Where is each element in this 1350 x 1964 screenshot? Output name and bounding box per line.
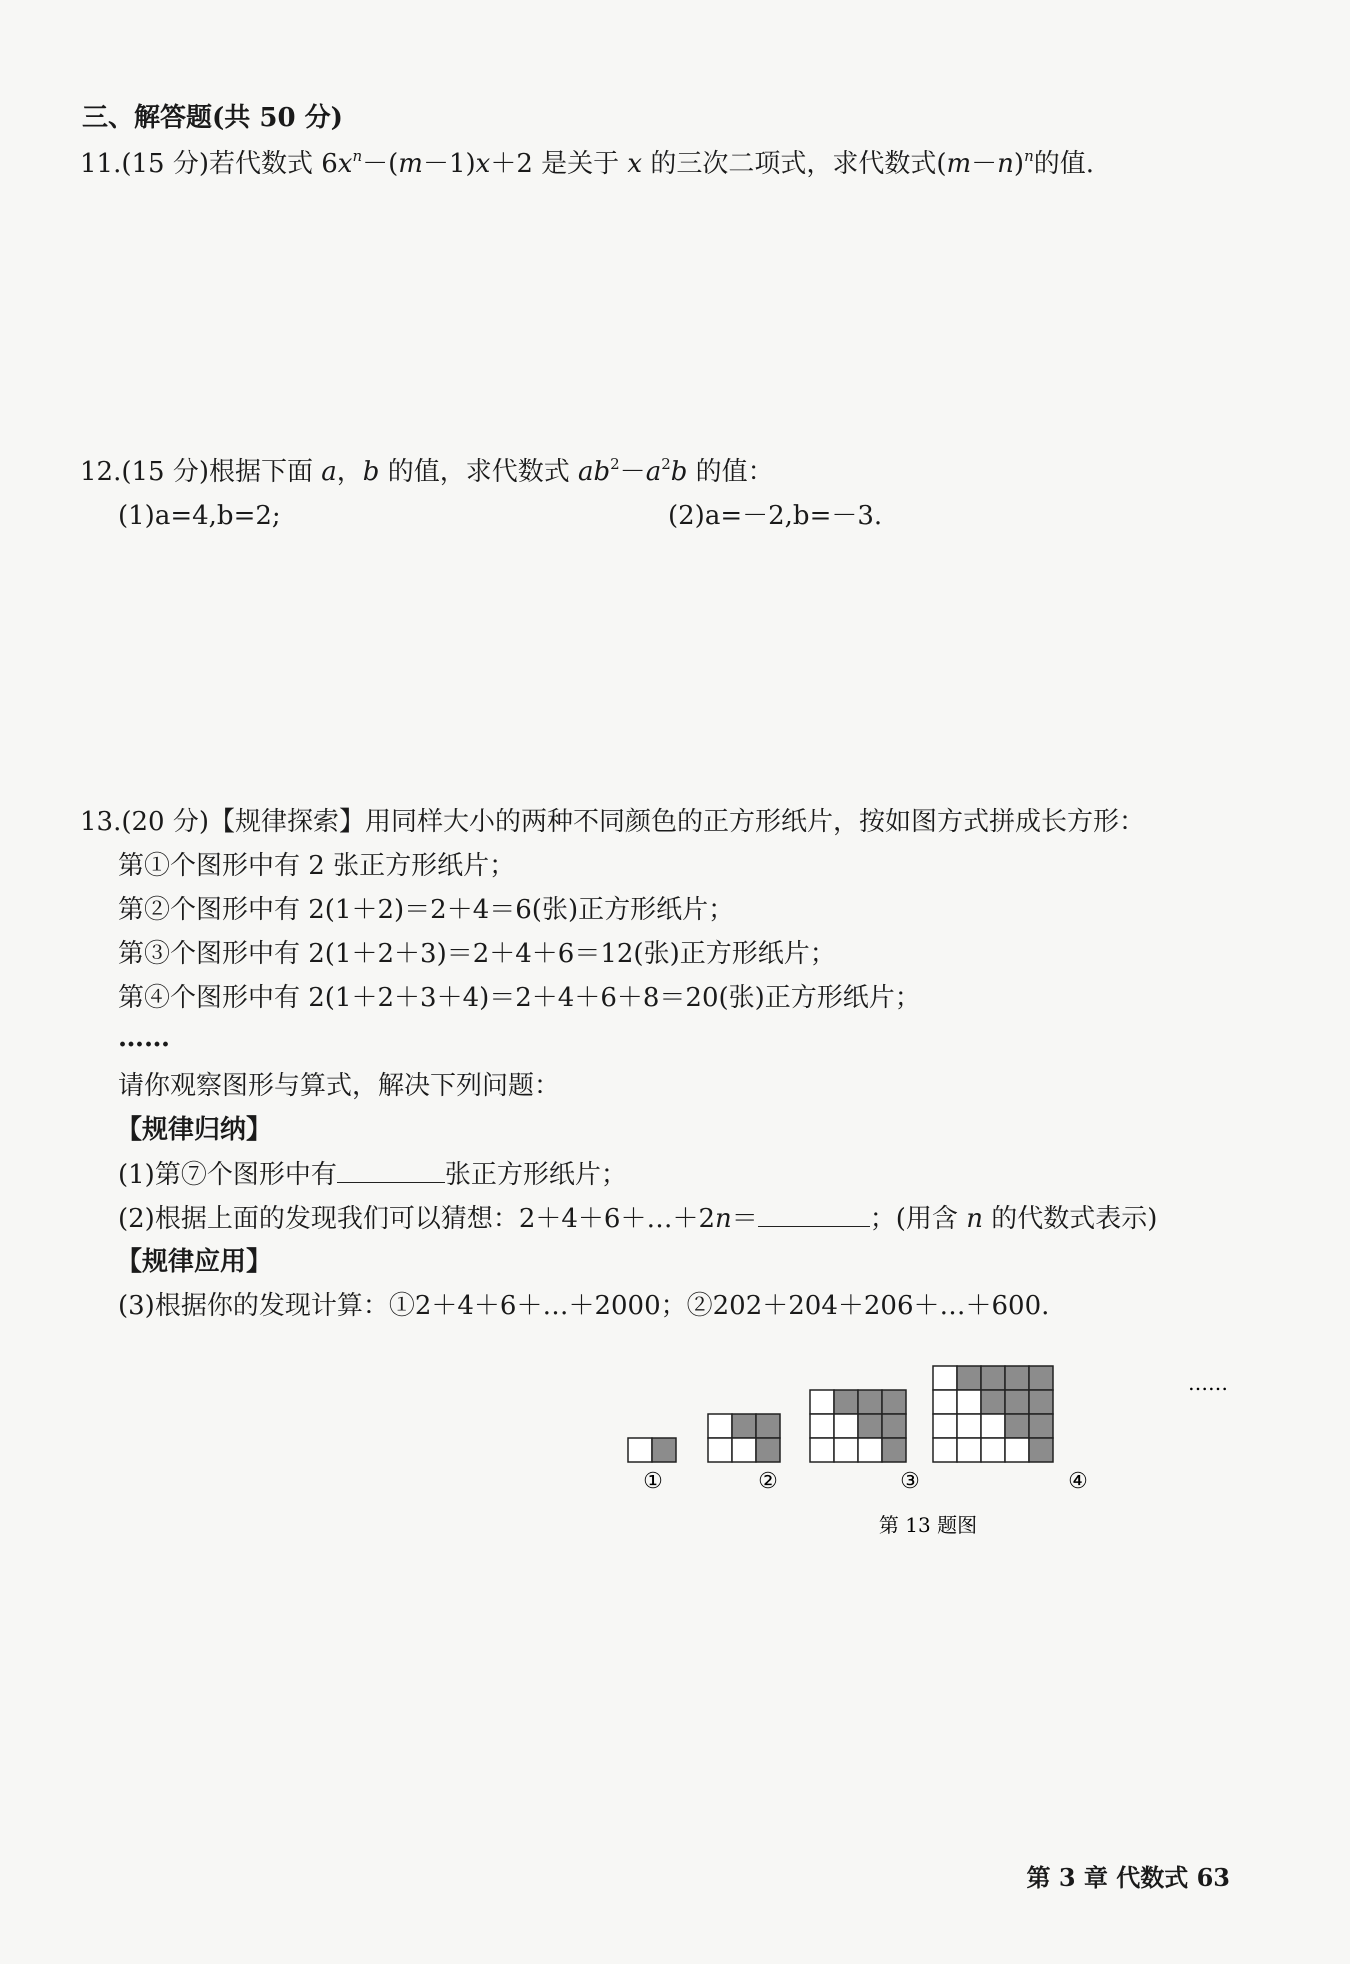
q11-minus: － <box>971 149 998 179</box>
section-title: 三、解答题(共 50 分) <box>82 103 343 133</box>
q11-mid4: 的三次二项式，求代数式( <box>642 149 947 179</box>
q13-p1-b: 张正方形纸片； <box>444 1160 627 1190</box>
figure-4-tile-gray <box>1005 1366 1029 1390</box>
figure-caption: 第 13 题图 <box>878 1513 978 1537</box>
q13-title: 13.(20 分)【规律探索】用同样大小的两种不同颜色的正方形纸片，按如图方式拼成长方形： <box>80 807 1145 837</box>
q12-sq1: 2 <box>610 455 620 473</box>
figure-2-tile-gray <box>756 1414 780 1438</box>
q13-p2-a: (2)根据上面的发现我们可以猜想：2＋4＋6＋…＋2 <box>118 1204 715 1234</box>
q12-expr-minus: － <box>619 457 646 487</box>
figure-4-tile-white <box>1005 1438 1029 1462</box>
figure-4-tile-white <box>957 1438 981 1462</box>
q13-head-induction: 【规律归纳】 <box>116 1115 273 1145</box>
figure-4-tile-gray <box>1029 1438 1053 1462</box>
figure-3-tile-gray <box>834 1390 858 1414</box>
figure-3-tile-white <box>858 1438 882 1462</box>
figure-4-tile-white <box>933 1390 957 1414</box>
q13-part3: (3)根据你的发现计算：①2＋4＋6＋…＋2000；②202＋204＋206＋…＋600. <box>118 1291 1050 1321</box>
q13-part1 <box>118 1156 627 1193</box>
figure-4-tile-white <box>981 1438 1005 1462</box>
q11-m2: m <box>946 149 972 179</box>
figure-label-4: ④ <box>1068 1469 1088 1494</box>
question-11 <box>80 146 1094 182</box>
question-12 <box>80 454 774 490</box>
figure-1-tile-gray <box>652 1438 676 1462</box>
figure-4-tile-gray <box>1005 1414 1029 1438</box>
q13-observe: 请你观察图形与算式，解决下列问题： <box>118 1071 561 1101</box>
q11-prefix: 11.(15 分)若代数式 6 <box>80 149 338 179</box>
figure-4-tile-gray <box>981 1366 1005 1390</box>
q12-expr-a: a <box>645 457 662 487</box>
figure-3-tile-white <box>834 1414 858 1438</box>
figure-4-tile-white <box>933 1438 957 1462</box>
figure-3-tile-white <box>810 1414 834 1438</box>
figure-2-tile-white <box>732 1438 756 1462</box>
figure-4-tile-white <box>957 1390 981 1414</box>
figure-4-tile-gray <box>1029 1390 1053 1414</box>
q11-close: ) <box>1013 149 1025 179</box>
figure-3-tile-white <box>810 1390 834 1414</box>
figure-2-tile-white <box>708 1414 732 1438</box>
q13-answer-blank-1[interactable] <box>337 1156 445 1183</box>
q11-mid2: －1) <box>422 149 476 179</box>
q12-prefix: 12.(15 分)根据下面 <box>80 457 322 487</box>
q12-mid: 的值，求代数式 <box>379 457 578 487</box>
figure-4-tile-white <box>933 1366 957 1390</box>
q13-p1-a: (1)第⑦个图形中有 <box>118 1160 337 1190</box>
figure-4-tile-gray <box>981 1390 1005 1414</box>
q12-expr-b: b <box>670 457 688 487</box>
q13-p2-n2: n <box>966 1204 983 1234</box>
q13-ellipsis: …… <box>118 1023 170 1053</box>
q13-line2: 第②个图形中有 2(1＋2)＝2＋4＝6(张)正方形纸片； <box>118 895 735 925</box>
figure-4-tile-white <box>933 1414 957 1438</box>
q12-expr-ab: ab <box>577 457 611 487</box>
figure-3-tile-white <box>834 1438 858 1462</box>
figure-dots: …… <box>1188 1371 1228 1395</box>
figure-4-tile-gray <box>1029 1414 1053 1438</box>
q13-line4: 第④个图形中有 2(1＋2＋3＋4)＝2＋4＋6＋8＝20(张)正方形纸片； <box>118 983 921 1013</box>
figure-4-tile-white <box>957 1414 981 1438</box>
q12-b: b <box>362 457 380 487</box>
figure-2-tile-gray <box>732 1414 756 1438</box>
q13-p2-b: ＝ <box>731 1204 758 1234</box>
figure-1-tile-white <box>628 1438 652 1462</box>
figure-3-tile-gray <box>882 1390 906 1414</box>
q11-x3: x <box>627 149 643 179</box>
q13-line1: 第①个图形中有 2 张正方形纸片； <box>118 851 516 881</box>
figure-3-tile-white <box>810 1438 834 1462</box>
q13-p2-c: ；(用含 <box>869 1204 967 1234</box>
page-footer: 第 3 章 代数式 63 <box>1026 1863 1230 1892</box>
q11-x2: x <box>475 149 491 179</box>
q12-part2: (2)a=－2,b=－3. <box>668 501 883 531</box>
q13-answer-blank-2[interactable] <box>758 1200 870 1227</box>
figure-2-tile-white <box>708 1438 732 1462</box>
q12-suffix: 的值： <box>687 457 774 487</box>
figure-3-tile-gray <box>858 1390 882 1414</box>
q13-p2-d: 的代数式表示) <box>982 1204 1158 1234</box>
q11-n3: n <box>1024 147 1034 165</box>
q12-sq2: 2 <box>661 455 671 473</box>
figure-4-tile-gray <box>957 1366 981 1390</box>
q12-part1: (1)a=4,b=2; <box>118 501 281 531</box>
figure-4-tile-gray <box>1005 1390 1029 1414</box>
figure-label-1: ① <box>643 1469 663 1494</box>
figure-3-tile-gray <box>882 1414 906 1438</box>
q12-a: a <box>321 457 337 487</box>
figure-3-tile-gray <box>882 1438 906 1462</box>
q13-part2 <box>118 1200 1157 1237</box>
q11-suffix: 的值. <box>1033 149 1094 179</box>
q13-line3: 第③个图形中有 2(1＋2＋3)＝2＋4＋6＝12(张)正方形纸片； <box>118 939 836 969</box>
q11-n2: n <box>997 149 1014 179</box>
figure-2-tile-gray <box>756 1438 780 1462</box>
figure-label-3: ③ <box>900 1469 920 1494</box>
figure-label-2: ② <box>758 1469 778 1494</box>
q13-p2-n: n <box>715 1204 732 1234</box>
figure-4-tile-white <box>981 1414 1005 1438</box>
q11-n1: n <box>352 147 363 165</box>
q12-comma: ， <box>336 457 363 487</box>
q11-mid1: －( <box>362 149 399 179</box>
figure-3-tile-gray <box>858 1414 882 1438</box>
figure-4-tile-gray <box>1029 1366 1053 1390</box>
q11-mid3: ＋2 是关于 <box>490 149 628 179</box>
q13-head-application: 【规律应用】 <box>116 1247 273 1277</box>
pattern-figure <box>600 1310 1260 1560</box>
q11-x1: x <box>337 149 353 179</box>
q11-m1: m <box>398 149 423 179</box>
